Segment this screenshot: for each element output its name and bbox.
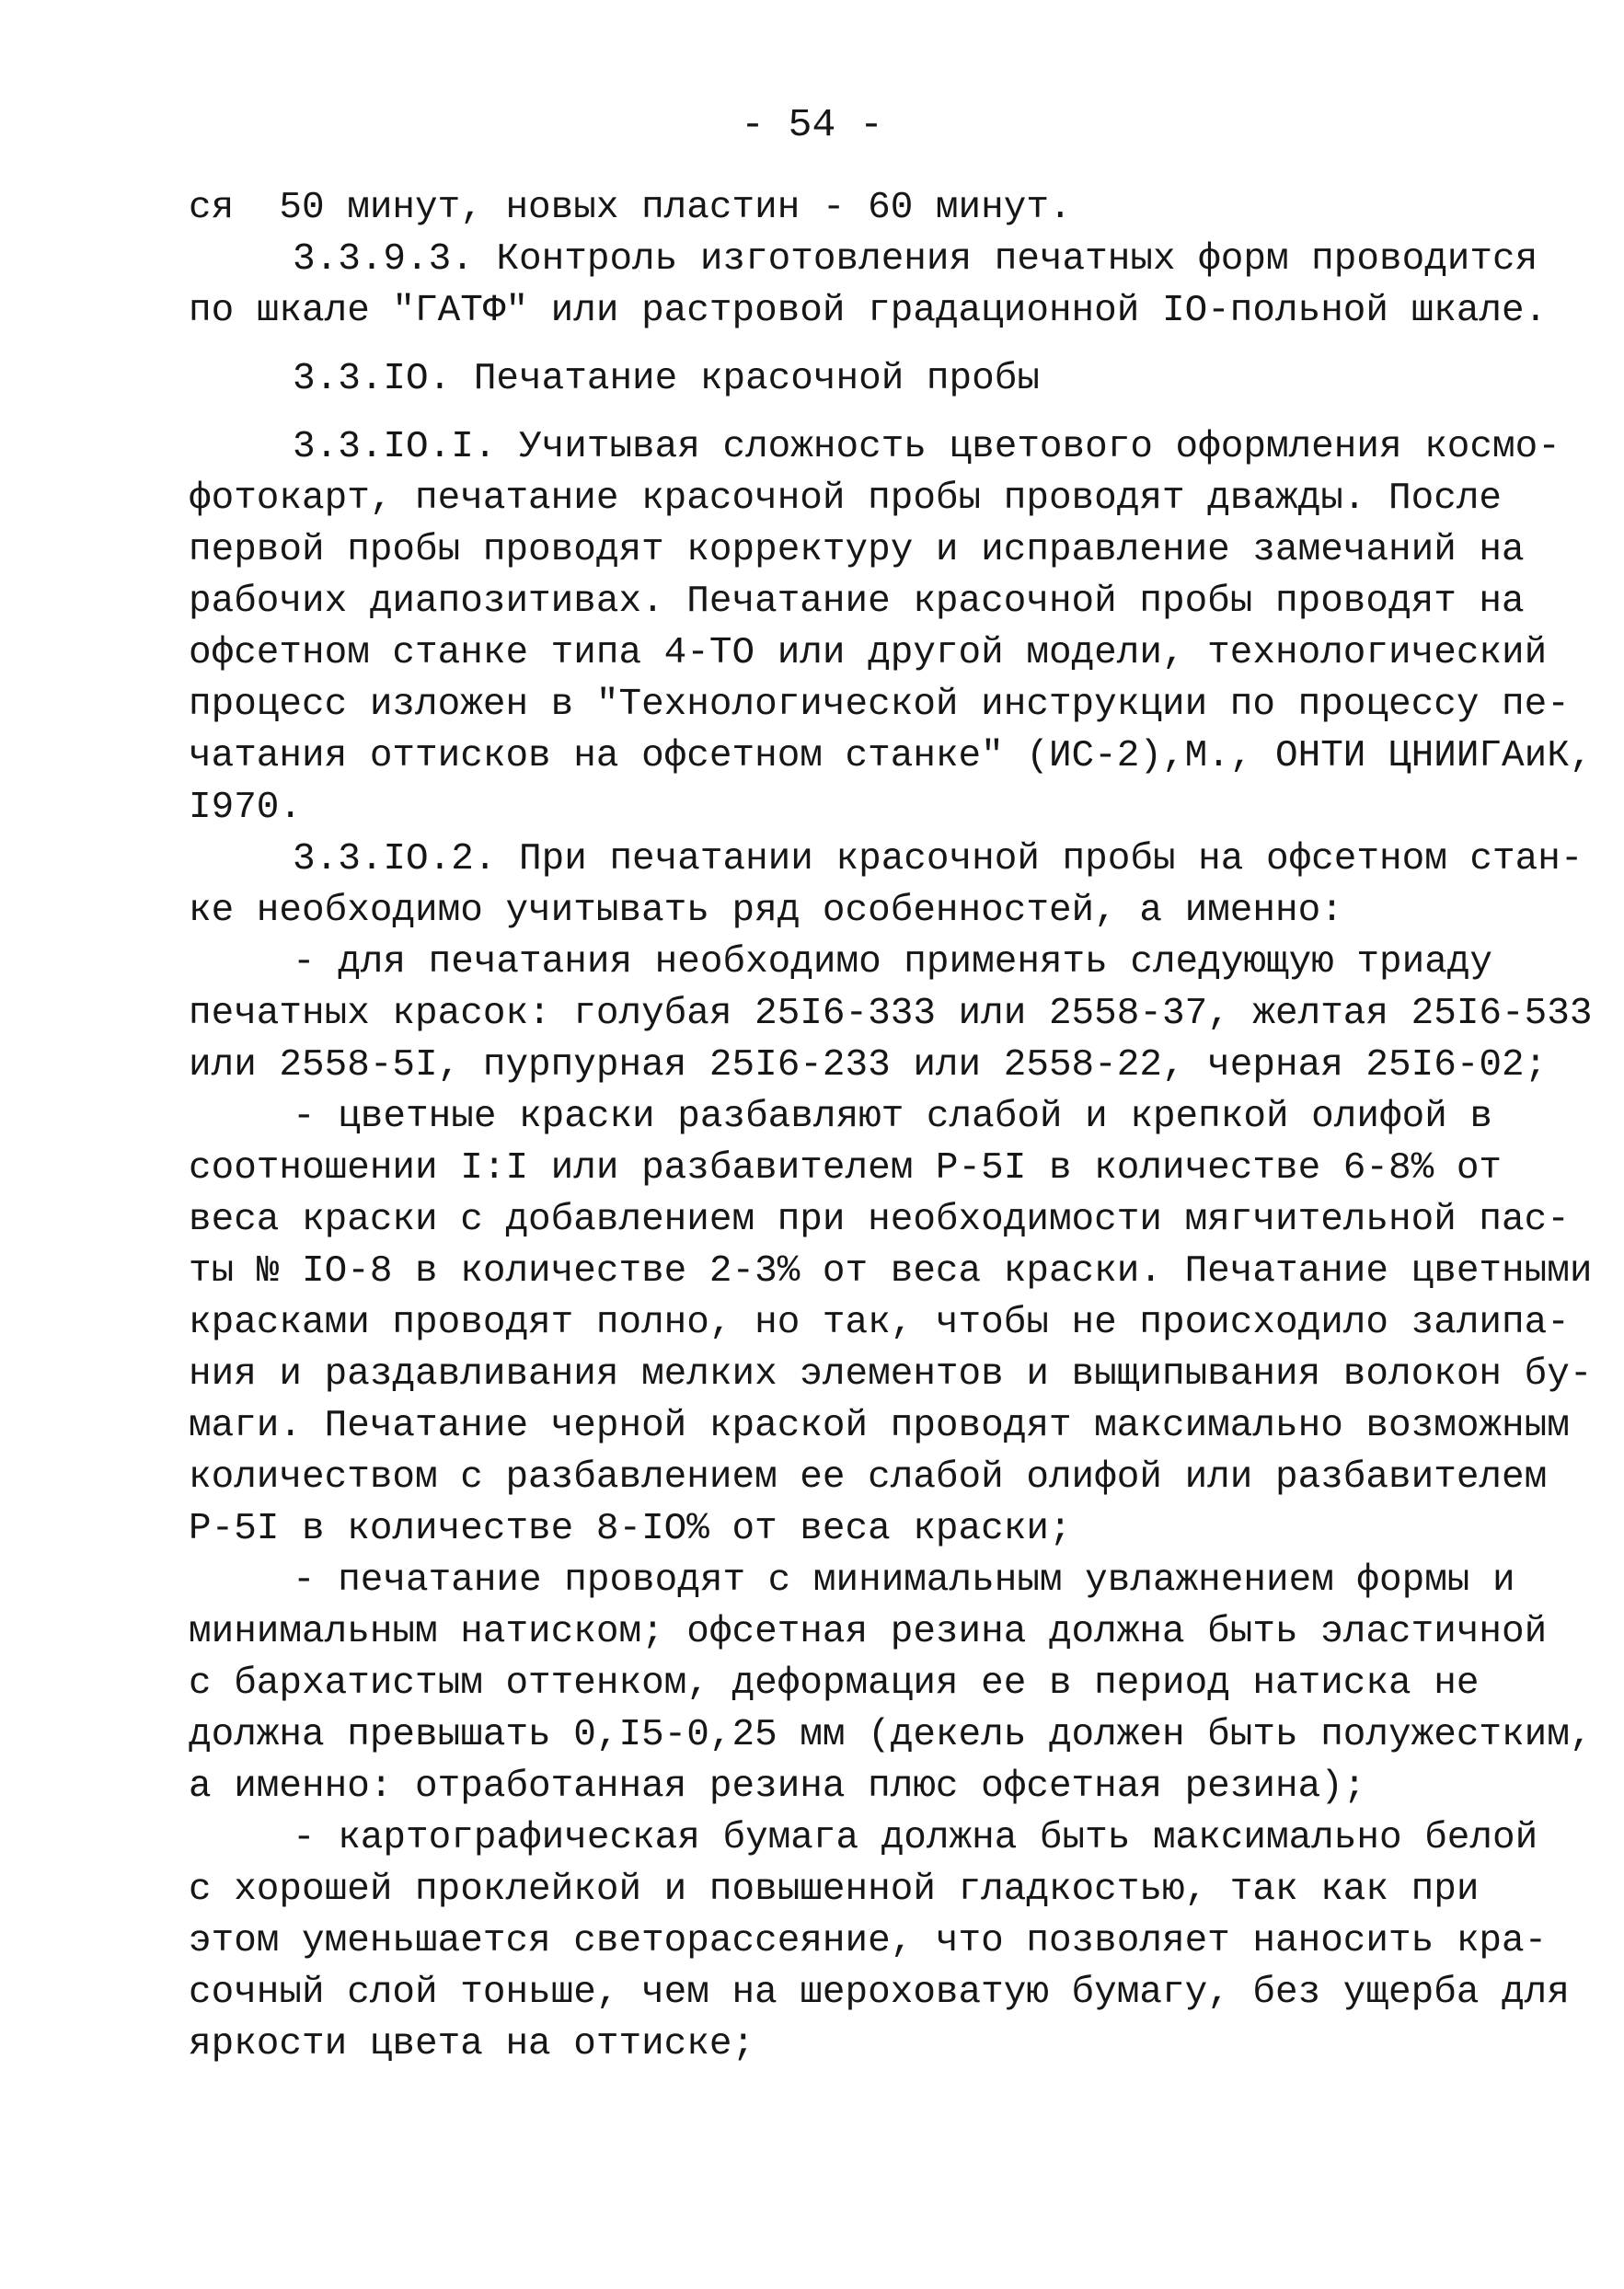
text-line: а именно: отработанная резина плюс офсетная резина); <box>189 1766 1366 1808</box>
list-item: - картографическая бумага должна быть максимально белой <box>293 1817 1538 1859</box>
text-line: минимальным натиском; офсетная резина должна быть эластичной <box>189 1611 1548 1653</box>
text-line: процесс изложен в "Технологической инструкции по процессу пе- <box>189 684 1570 726</box>
text-line: веса краски с добавлением при необходимости мягчительной пас- <box>189 1199 1570 1241</box>
text-line: ся 50 минут, новых пластин - 60 минут. <box>189 187 1072 229</box>
text-line: чатания оттисков на офсетном станке" (ИС-2),М., ОНТИ ЦНИИГАиК, <box>189 735 1593 777</box>
text-line: фотокарт, печатание красочной пробы проводят дважды. После <box>189 477 1503 520</box>
text-line: ты № IO-8 в количестве 2-3% от веса краски. Печатание цветными <box>189 1250 1593 1293</box>
text-line: яркости цвета на оттиске; <box>189 2023 755 2065</box>
text-line: по шкале "ГАТФ" или растровой градационной IO-польной шкале. <box>189 290 1548 332</box>
text-line: сочный слой тоньше, чем на шероховатую бумагу, без ущерба для <box>189 1972 1570 2014</box>
text-line: 3.3.IO.I. Учитывая сложность цветового оформления космо- <box>293 426 1561 468</box>
text-line: соотношении I:I или разбавителем Р-5I в количестве 6-8% от <box>189 1147 1503 1190</box>
text-line: или 2558-5I, пурпурная 25I6-233 или 2558-22, черная 25I6-02; <box>189 1044 1548 1087</box>
page-number: - 54 - <box>741 102 883 147</box>
text-line: офсетном станке типа 4-ТО или другой модели, технологический <box>189 632 1548 674</box>
section-heading: 3.3.IO. Печатание красочной пробы <box>293 358 1040 400</box>
text-line: 3.3.IO.2. При печатании красочной пробы на офсетном стан- <box>293 838 1584 880</box>
text-line: этом уменьшается светорассеяние, что позволяет наносить кра- <box>189 1920 1548 1962</box>
text-line: печатных красок: голубая 25I6-333 или 2558-37, желтая 25I6-533 <box>189 993 1593 1035</box>
text-line: с хорошей проклейкой и повышенной гладкостью, так как при <box>189 1869 1480 1911</box>
text-line: первой пробы проводят корректуру и исправление замечаний на <box>189 529 1525 571</box>
text-line: должна превышать 0,I5-0,25 мм (декель должен быть полужестким, <box>189 1714 1593 1756</box>
text-line: количеством с разбавлением ее слабой олифой или разбавителем <box>189 1456 1548 1499</box>
list-item: - печатание проводят с минимальным увлажнением формы и <box>293 1559 1515 1602</box>
text-line: маги. Печатание черной краской проводят максимально возможным <box>189 1405 1570 1447</box>
text-line: с бархатистым оттенком, деформация ее в период натиска не <box>189 1662 1480 1705</box>
text-line: I970. <box>189 787 303 829</box>
list-item: - для печатания необходимо применять следующую триаду <box>293 941 1493 983</box>
text-line: Р-5I в количестве 8-IO% от веса краски; <box>189 1508 1072 1550</box>
text-line: красками проводят полно, но так, чтобы не происходило залипа- <box>189 1302 1570 1344</box>
list-item: - цветные краски разбавляют слабой и крепкой олифой в <box>293 1096 1493 1138</box>
text-line: рабочих диапозитивах. Печатание красочной пробы проводят на <box>189 581 1525 623</box>
text-line: ке необходимо учитывать ряд особенностей, а именно: <box>189 890 1343 932</box>
text-line: 3.3.9.3. Контроль изготовления печатных форм проводится <box>293 238 1538 281</box>
text-line: ния и раздавливания мелких элементов и выщипывания волокон бу- <box>189 1353 1593 1396</box>
